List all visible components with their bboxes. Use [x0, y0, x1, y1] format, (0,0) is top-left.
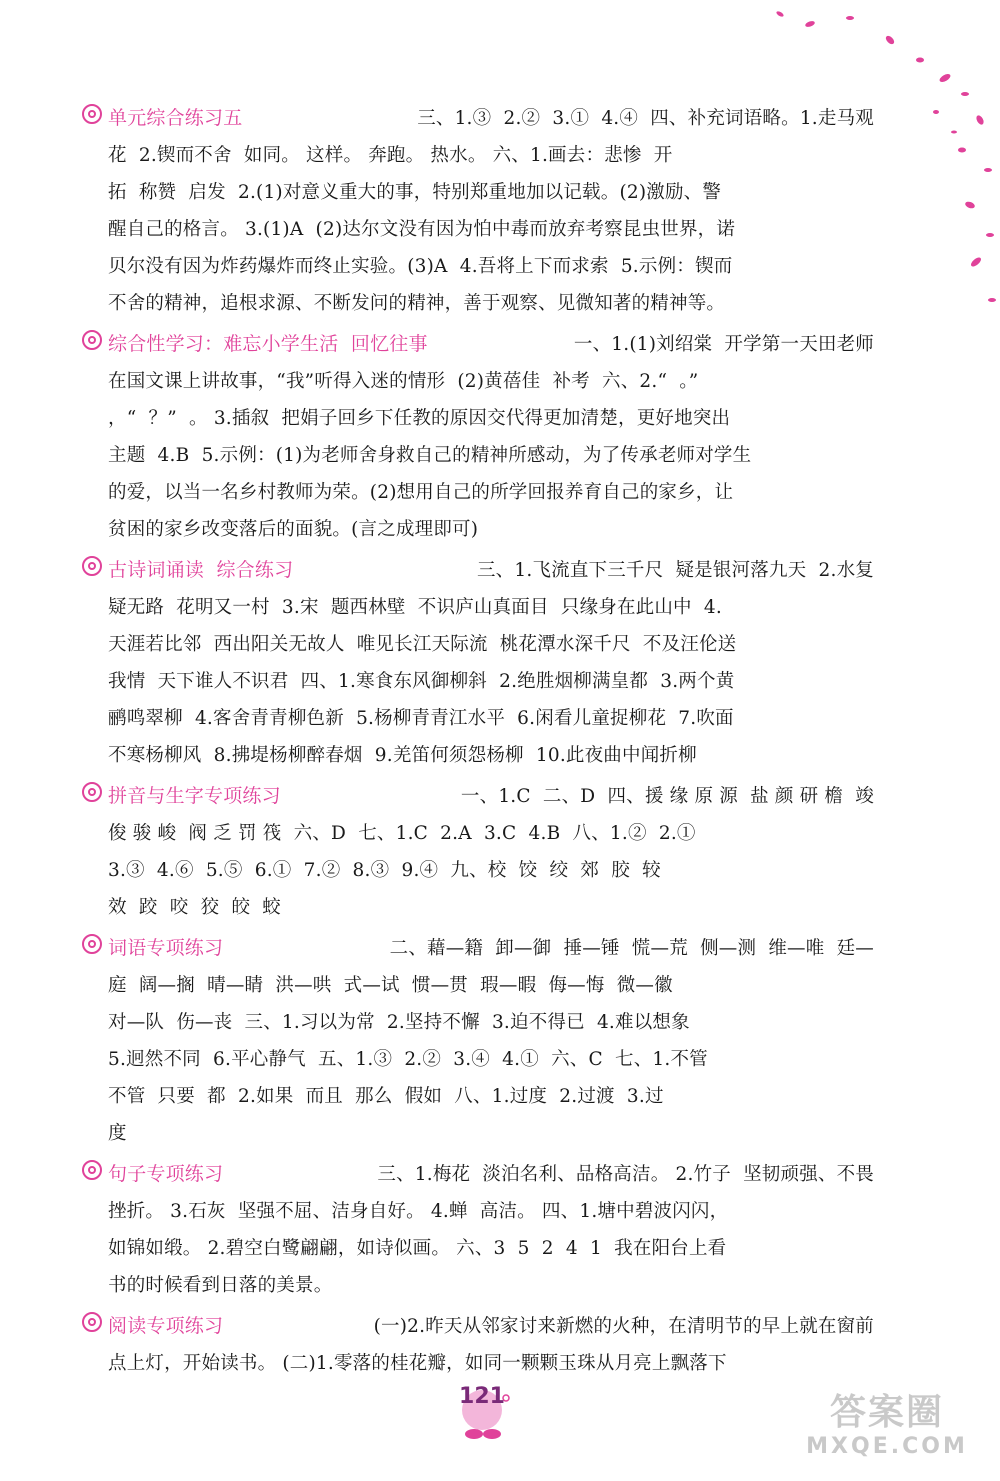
section-title: 单元综合练习五	[108, 107, 243, 129]
answer-line: 鹂鸣翠柳 4.客舍青青柳色新 5.杨柳青青江水平 6.闲看儿童捉柳花 7.吹面	[108, 708, 734, 729]
answer-line: 不管 只要 都 2.如果 而且 那么 假如 八、1.过度 2.过渡 3.过	[108, 1086, 664, 1107]
section-title: 拼音与生字专项练习	[108, 785, 281, 807]
answer-line: 3.③ 4.⑥ 5.⑤ 6.① 7.② 8.③ 9.④ 九、校 饺 绞 郊 胶 较	[108, 860, 661, 881]
answer-line: ，“ ？” 。 3.插叙 把娟子回乡下任教的原因交代得更加清楚，更好地突出	[108, 408, 731, 429]
answer-line: 贝尔没有因为炸药爆炸而终止实验。(3)A 4.吾将上下而求索 5.示例：锲而	[108, 256, 733, 277]
bullet-icon	[82, 782, 102, 802]
section-unit-review-5	[108, 100, 874, 322]
answer-line: 挫折。 3.石灰 坚强不屈、洁身自好。 4.蝉 高洁。 四、1.塘中碧波闪闪，	[108, 1201, 729, 1222]
answer-line: 拓 称赞 启发 2.(1)对意义重大的事，特别郑重地加以记载。(2)激励、警	[108, 182, 722, 203]
section-title: 古诗词诵读 综合练习	[108, 559, 294, 581]
section-vocabulary	[108, 930, 874, 1152]
section-sentences	[108, 1156, 874, 1304]
watermark-logo	[792, 1393, 982, 1473]
answer-line: 主题 4.B 5.示例：(1)为老师舍身救自己的精神所感动，为了传承老师对学生	[108, 445, 752, 466]
bullet-icon	[82, 1160, 102, 1180]
answer-line: 效 跤 咬 狡 皎 蛟	[108, 897, 282, 918]
bullet-icon	[82, 104, 102, 124]
answer-line: 如锦如缎。 2.碧空白鹭翩翩，如诗似画。 六、3 5 2 4 1 我在阳台上看	[108, 1238, 727, 1259]
answer-line: 一、1.C 二、D 四、援 缘 原 源 盐 颜 研 檐 竣	[460, 786, 874, 807]
answer-line: 二、藉—籍 卸—御 捶—锤 慌—荒 侧—测 维—唯 廷—	[389, 938, 874, 959]
watermark-text: 答案圈	[829, 1392, 944, 1433]
answer-line: 的爱，以当一名乡村教师为荣。(2)想用自己的所学回报养育自己的家乡，让	[108, 482, 734, 503]
answer-line: 贫困的家乡改变落后的面貌。(言之成理即可)	[108, 519, 479, 540]
section-title: 综合性学习：难忘小学生活 回忆往事	[108, 333, 428, 355]
answer-line: 我情 天下谁人不识君 四、1.寒食东风御柳斜 2.绝胜烟柳满皇都 3.两个黄	[108, 671, 735, 692]
section-pinyin-characters	[108, 778, 874, 926]
answer-line: 醒自己的格言。 3.(1)A (2)达尔文没有因为怕中毒而放弃考察昆虫世界，诺	[108, 219, 736, 240]
answer-line: 三、1.③ 2.② 3.① 4.④ 四、补充词语略。1.走马观	[417, 108, 874, 129]
page-number: 121	[459, 1384, 505, 1409]
watermark-url: MXQE.COM	[806, 1434, 968, 1459]
section-ancient-poetry	[108, 552, 874, 774]
answer-content	[108, 100, 874, 1386]
answer-line: 三、1.飞流直下三千尺 疑是银河落九天 2.水复	[476, 560, 874, 581]
section-title: 词语专项练习	[108, 937, 224, 959]
answer-line: 在国文课上讲故事，“我”听得入迷的情形 (2)黄蓓佳 补考 六、2.“ 。”	[108, 371, 699, 392]
answer-line: 不舍的精神，追根求源、不断发问的精神，善于观察、见微知著的精神等。	[108, 293, 726, 314]
answer-line: 对—队 伤—丧 三、1.习以为常 2.坚持不懈 3.迫不得已 4.难以想象	[108, 1012, 690, 1033]
answer-line: 庭 阔—搁 晴—睛 洪—哄 式—试 惯—贯 瑕—暇 侮—悔 微—徽	[108, 975, 673, 996]
section-title: 阅读专项练习	[108, 1315, 224, 1337]
bullet-icon	[82, 330, 102, 350]
bullet-icon	[82, 934, 102, 954]
answer-line: 一、1.(1)刘绍棠 开学第一天田老师	[573, 334, 874, 355]
answer-line: 书的时候看到日落的美景。	[108, 1275, 333, 1296]
answer-line: 三、1.梅花 淡泊名利、品格高洁。 2.竹子 坚韧顽强、不畏	[377, 1164, 874, 1185]
answer-line: 天涯若比邻 西出阳关无故人 唯见长江天际流 桃花潭水深千尺 不及汪伦送	[108, 634, 737, 655]
section-comprehensive-learning	[108, 326, 874, 548]
section-title: 句子专项练习	[108, 1163, 224, 1185]
answer-line: 花 2.锲而不舍 如同。 这样。 奔跑。 热水。 六、1.画去：悲惨 开	[108, 145, 673, 166]
page-number-badge	[452, 1384, 532, 1444]
answer-line: 疑无路 花明又一村 3.宋 题西林壁 不识庐山真面目 只缘身在此山中 4.	[108, 597, 722, 618]
answer-line: (一)2.昨天从邻家讨来新燃的火种，在清明节的早上就在窗前	[373, 1316, 874, 1337]
answer-line: 5.迥然不同 6.平心静气 五、1.③ 2.② 3.④ 4.① 六、C 七、1.不管	[108, 1049, 708, 1070]
answer-line: 度	[108, 1123, 127, 1144]
answer-line: 点上灯，开始读书。 (二)1.零落的桂花瓣，如同一颗颗玉珠从月亮上飘落下	[108, 1353, 727, 1374]
bullet-icon	[82, 556, 102, 576]
answer-line: 俊 骏 峻 阀 乏 罚 筏 六、D 七、1.C 2.A 3.C 4.B 八、1.② 2.①	[108, 823, 696, 844]
bullet-icon	[82, 1312, 102, 1332]
section-reading	[108, 1308, 874, 1382]
answer-line: 不寒杨柳风 8.拂堤杨柳醉春烟 9.羌笛何须怨杨柳 10.此夜曲中闻折柳	[108, 745, 697, 766]
